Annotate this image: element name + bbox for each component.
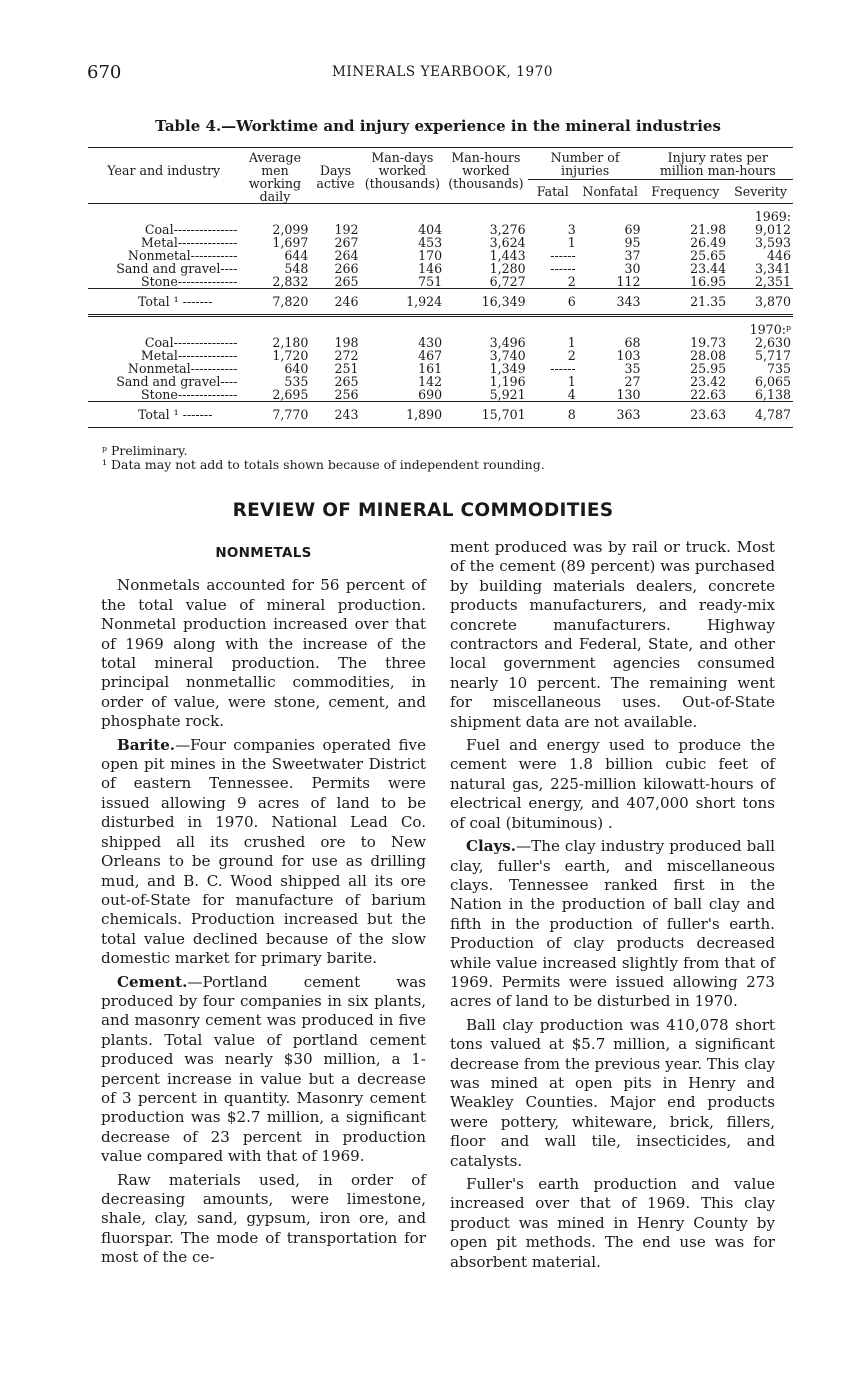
col-days-active: Days active: [310, 148, 360, 204]
table-row: Metal-------------- 1,697 267 453 3,624 1 95 26.49 3,593: [88, 236, 793, 249]
paragraph-ball-clay: Ball clay production was 410,078 short tons valued at $5.7 million, a significant decrease from the previous year. This clay was mined at open pits in Henry and Weakley Counties. Major end products were pottery, whiteware, brick, fillers, floor and wall tile, insecticides, and catalysts.: [450, 1015, 775, 1170]
section-heading: REVIEW OF MINERAL COMMODITIES: [232, 500, 614, 521]
paragraph-clays: Clays.—The clay industry produced ball clay, fuller's earth, and miscellaneous clays. Tennessee ranked first in the Nation in the production of ball clay and fifth in the production of fuller's earth. Production of clay products decreased while value increased slightly from that of 1969. Permits were issued allowing 273 acres of land to be disturbed in 1970.: [450, 837, 775, 1011]
industry-cell: Coal---------------: [144, 222, 238, 237]
col-nonfatal: Nonfatal: [578, 179, 643, 203]
col-frequency: Frequency: [643, 179, 729, 203]
table-row: Sand and gravel---- 548 266 146 1,280 ------ 30 23.44 3,341: [88, 262, 793, 275]
table-row: Nonmetal----------- 640 251 161 1,349 ------ 35 25.95 735: [88, 362, 793, 375]
paragraph-cement-continued: ment produced was by rail or truck. Most of the cement (89 percent) was purchased by building materials dealers, concrete products manufacturers, and ready-mix concrete manufacturers. Highway contractors and Federal, State, and other local government agencies consumed nearly 10 percent. The remaining went for miscellaneous uses. Out-of-State shipment data are not available.: [450, 538, 775, 731]
worktime-injury-table: [88, 147, 793, 428]
table-row: Stone-------------- 2,832 265 751 6,727 2 112 16.95 2,351: [88, 275, 793, 289]
footnote-rounding: ¹ Data may not add to totals shown because of independent rounding.: [102, 457, 545, 472]
industry-cell: Sand and gravel----: [116, 261, 238, 276]
paragraph-cement: Cement.—Portland cement was produced by four companies in six plants, and masonry cement was produced in five plants. Total value of portland cement produced was nearly $30 million, a 1-percent increase in value but a decrease of 3 percent in quantity. Masonry cement production was $2.7 million, a significant decrease of 23 percent in production value compared with that of 1969.: [101, 972, 426, 1166]
page-header: [0, 62, 846, 88]
footnote-preliminary: ᵖ Preliminary.: [102, 443, 188, 458]
table-row: Coal--------------- 2,099 192 404 3,276 3 69 21.98 9,012: [88, 223, 793, 236]
paragraph-fuel: Fuel and energy used to produce the cement were 1.8 billion cubic feet of natural gas, 225-million kilowatt-hours of electrical energy, and 407,000 short tons of coal (bituminous) .: [450, 736, 775, 832]
page-number: 670: [87, 62, 122, 83]
run-in-barite: Barite.: [117, 735, 176, 754]
subheading-nonmetals: NONMETALS: [215, 545, 312, 561]
table-title: [0, 117, 846, 135]
year-label-1970: 1970:ᵖ: [749, 322, 791, 337]
total-row-1970: Total ¹ ------- 7,770 243 1,890 15,701 8 363 23.63 4,787: [88, 402, 793, 428]
table-title-text: Table 4.—Worktime and injury experience in the mineral industries: [155, 117, 721, 135]
industry-cell: Coal---------------: [144, 335, 238, 350]
industry-cell: Sand and gravel----: [116, 374, 238, 389]
year-label-1969: 1969:: [754, 209, 791, 224]
left-column: [101, 538, 426, 1272]
col-fatal: Fatal: [528, 179, 578, 203]
col-year-industry: Year and industry: [88, 148, 239, 204]
col-man-hours: Man-hours worked (thousands): [444, 148, 528, 204]
run-in-clays: Clays.: [466, 837, 517, 856]
table-footnotes: [102, 444, 545, 472]
table-row: Coal--------------- 2,180 198 430 3,496 1 68 19.73 2,630: [88, 336, 793, 349]
table-row: Sand and gravel---- 535 265 142 1,196 1 27 23.42 6,065: [88, 375, 793, 388]
industry-cell: Metal--------------: [140, 348, 238, 363]
group-injury-rates: Injury rates per million man-hours: [643, 148, 793, 180]
industry-cell: Nonmetal-----------: [127, 361, 238, 376]
running-title: MINERALS YEARBOOK, 1970: [332, 64, 554, 80]
industry-cell: Stone--------------: [141, 387, 238, 402]
table-row: Metal-------------- 1,720 272 467 3,740 2 103 28.08 5,717: [88, 349, 793, 362]
paragraph-barite: Barite.—Four companies operated five open pit mines in the Sweetwater District of eastern Tennessee. Permits were issued allowing 9 acres of land to be disturbed in 1970. National Lead Co. shipped all its crushed ore to New Orleans to be ground for use as drilling mud, and B. C. Wood shipped all its ore out-of-State for manufacture of barium chemicals. Production increased but the total value declined because of the slow domestic market for primary barite.: [101, 735, 426, 968]
col-severity: Severity: [728, 179, 793, 203]
total-row-1969: Total ¹ ------- 7,820 246 1,924 16,349 6 343 21.35 3,870: [88, 289, 793, 316]
industry-cell: Nonmetal-----------: [127, 248, 238, 263]
right-column: [450, 538, 775, 1276]
table-row: Stone-------------- 2,695 256 690 5,921 4 130 22.63 6,138: [88, 388, 793, 402]
group-number-of-injuries: Number of injuries: [528, 148, 643, 180]
paragraph-nonmetals: Nonmetals accounted for 56 percent of the total value of mineral production. Nonmetal production increased over that of 1969 along with the increase of the total mineral production. The three principal nonmetallic commodities, in order of value, were stone, cement, and phosphate rock.: [101, 576, 426, 731]
table-row: Nonmetal----------- 644 264 170 1,443 ------ 37 25.65 446: [88, 249, 793, 262]
col-man-days: Man-days worked (thousands): [361, 148, 445, 204]
paragraph-fullers-earth: Fuller's earth production and value increased over that of 1969. This clay product was mined in Henry County by open pit methods. The end use was for absorbent material.: [450, 1175, 775, 1271]
industry-cell: Metal--------------: [140, 235, 238, 250]
run-in-cement: Cement.: [117, 972, 188, 991]
paragraph-raw-materials: Raw materials used, in order of decreasing amounts, were limestone, shale, clay, sand, gypsum, iron ore, and fluorspar. The mode of transportation for most of the ce-: [101, 1170, 426, 1267]
industry-cell: Stone--------------: [141, 274, 238, 289]
col-average-men: Average men working daily: [239, 148, 310, 204]
